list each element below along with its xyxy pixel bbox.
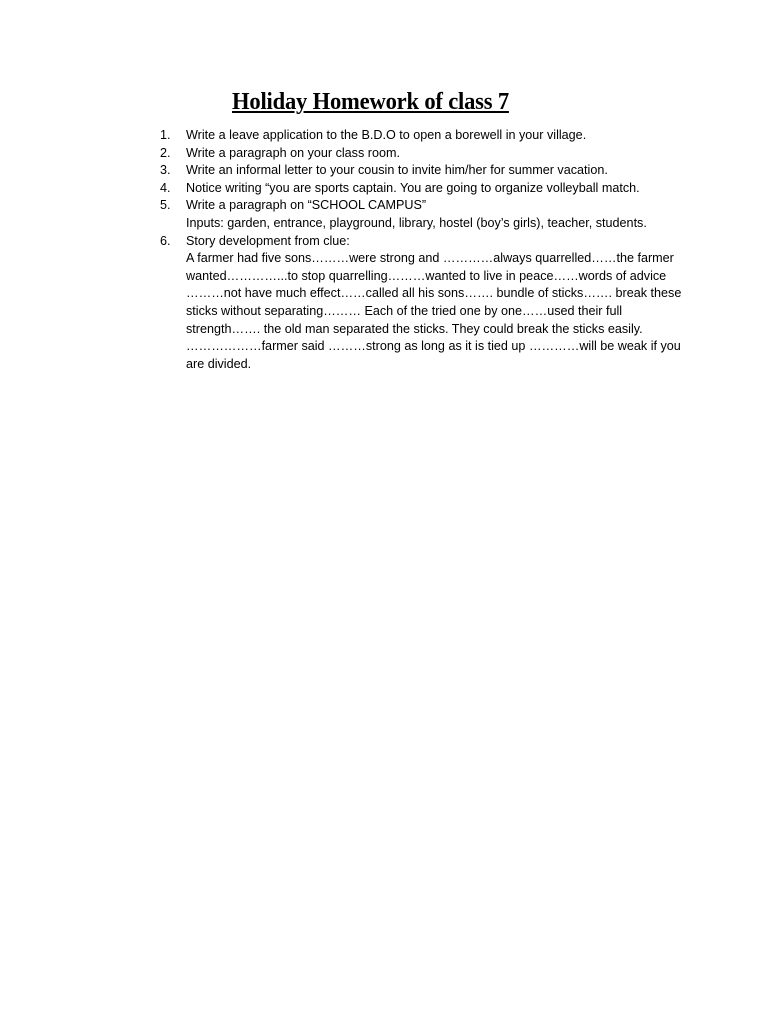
item-text: Write a paragraph on your class room. <box>186 145 400 160</box>
story-clue-line: ………………farmer said ………strong as long as it is tied up …………will be weak if you <box>186 339 681 354</box>
story-clue-line: strength……. the old man separated the sticks. They could break the sticks easily. <box>186 321 643 336</box>
item-inputs-text: Inputs: garden, entrance, playground, library, hostel (boy’s girls), teacher, students. <box>186 215 647 230</box>
story-clue-line: wanted…………...to stop quarrelling………wanted to live in peace……words of advice <box>186 268 667 283</box>
item-text: Write a leave application to the B.D.O to open a borewell in your village. <box>186 128 587 142</box>
item-number: 2. <box>160 145 171 160</box>
item-text: Notice writing “you are sports captain. You are going to organize volleyball match. <box>186 180 640 195</box>
story-clue-line: A farmer had five sons………were strong and …………always quarrelled……the farmer <box>186 251 674 266</box>
item-number: 3. <box>160 163 171 178</box>
item-number: 5. <box>160 198 171 213</box>
list-item <box>156 127 686 145</box>
item-text: Story development from clue: <box>186 233 350 248</box>
list-item <box>156 180 686 198</box>
story-clue-line: sticks without separating……… Each of the tried one by one……used their full <box>186 303 623 318</box>
story-clue-line: ………not have much effect……called all his sons……. bundle of sticks……. break these <box>186 286 682 301</box>
item-number: 1. <box>160 128 171 142</box>
item-number: 4. <box>160 180 171 195</box>
story-clue-line: are divided. <box>186 356 252 371</box>
item-text: Write an informal letter to your cousin to invite him/her for summer vacation. <box>186 163 608 178</box>
list-item <box>156 233 686 374</box>
item-text: Write a paragraph on “SCHOOL CAMPUS” <box>186 198 427 213</box>
list-item <box>156 197 686 232</box>
list-item <box>156 162 686 180</box>
homework-list <box>156 127 686 373</box>
document-title: Holiday Homework of class 7 <box>232 89 509 115</box>
list-item <box>156 145 686 163</box>
item-number: 6. <box>160 233 171 248</box>
